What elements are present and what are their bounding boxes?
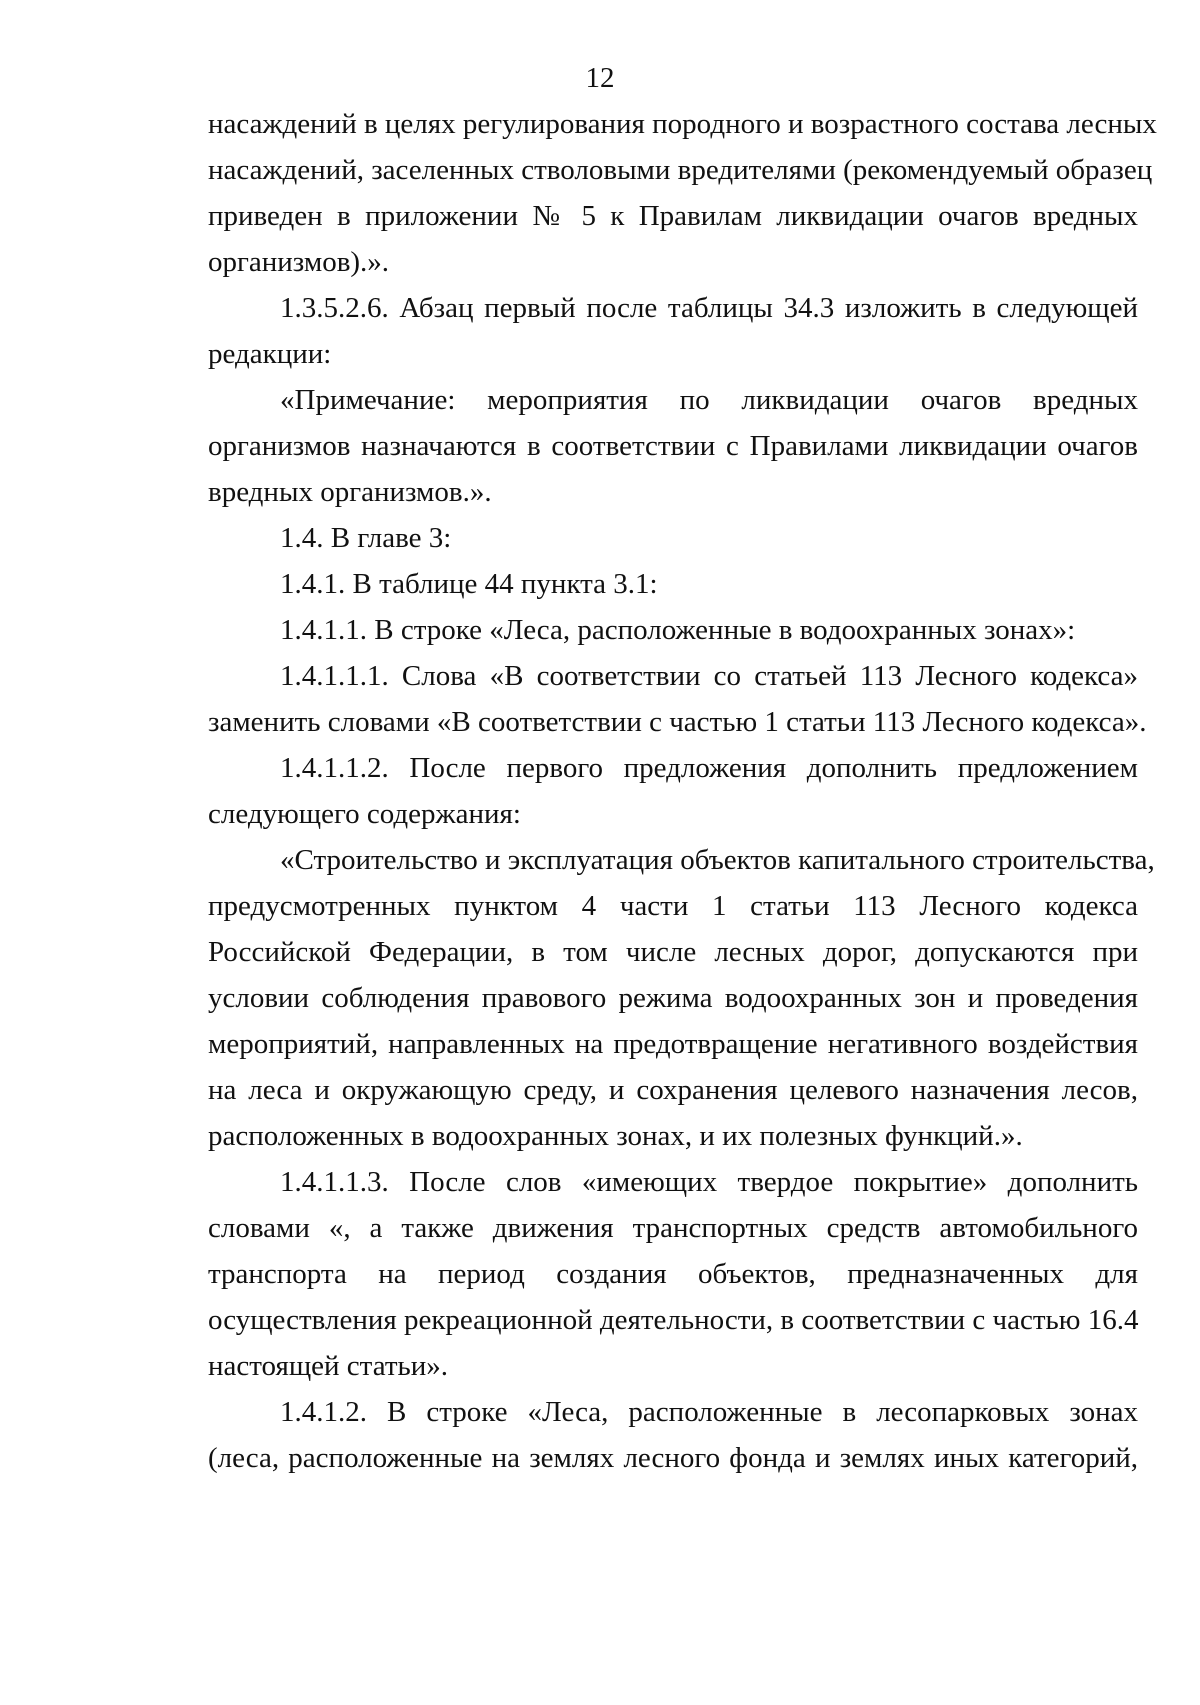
text-line: организмов назначаются в соответствии с Правилами ликвидации очагов [208,430,1138,462]
text-line: следующего содержания: [208,798,521,830]
text-line: заменить словами «В соответствии с частью 1 статьи 113 Лесного кодекса». [208,706,1147,738]
text-line: 1.4.1.1.3. После слов «имеющих твердое покрытие» дополнить [280,1166,1138,1198]
text-line: 1.4.1.1.2. После первого предложения дополнить предложением [280,752,1138,784]
text-line: транспорта на период создания объектов, предназначенных для [208,1258,1138,1290]
text-line: (леса, расположенные на землях лесного фонда и землях иных категорий, [208,1442,1138,1474]
page-number: 12 [585,62,615,94]
text-line: 1.4.1.2. В строке «Леса, расположенные в лесопарковых зонах [280,1396,1138,1428]
text-line: предусмотренных пунктом 4 части 1 статьи 113 Лесного кодекса [208,890,1138,922]
text-line: настоящей статьи». [208,1350,449,1382]
text-line: 1.4.1.1. В строке «Леса, расположенные в водоохранных зонах»: [280,614,1076,646]
text-line: Российской Федерации, в том числе лесных дорог, допускаются при [208,936,1138,968]
text-line: редакции: [208,338,332,370]
text-line: условии соблюдения правового режима водоохранных зон и проведения [208,982,1138,1014]
text-line: «Примечание: мероприятия по ликвидации очагов вредных [280,384,1138,416]
text-line: 1.3.5.2.6. Абзац первый после таблицы 34.3 изложить в следующей [280,292,1138,324]
text-line: насаждений, заселенных стволовыми вредителями (рекомендуемый образец [208,154,1153,186]
text-line: организмов).». [208,246,390,278]
text-line: словами «, а также движения транспортных средств автомобильного [208,1212,1138,1244]
text-line: осуществления рекреационной деятельности, в соответствии с частью 16.4 [208,1304,1139,1336]
text-line: расположенных в водоохранных зонах, и их полезных функций.». [208,1120,1023,1152]
text-line: «Строительство и эксплуатация объектов капитального строительства, [280,844,1155,876]
text-line: на леса и окружающую среду, и сохранения целевого назначения лесов, [208,1074,1138,1106]
text-line: насаждений в целях регулирования породного и возрастного состава лесных [208,108,1157,140]
text-line: 1.4.1. В таблице 44 пункта 3.1: [280,568,658,600]
text-line: 1.4. В главе 3: [280,522,452,554]
text-line: вредных организмов.». [208,476,492,508]
text-line: 1.4.1.1.1. Слова «В соответствии со статьей 113 Лесного кодекса» [280,660,1138,692]
text-line: мероприятий, направленных на предотвращение негативного воздействия [208,1028,1138,1060]
text-line: приведен в приложении № 5 к Правилам ликвидации очагов вредных [208,200,1138,232]
